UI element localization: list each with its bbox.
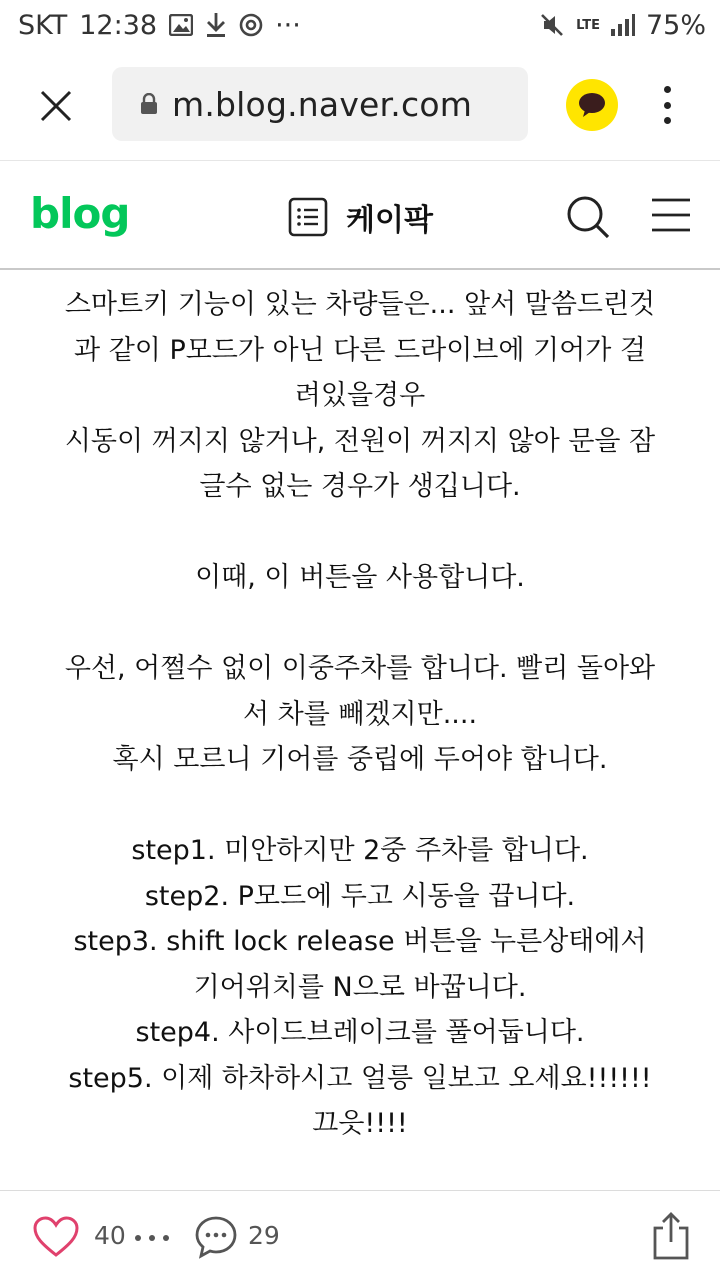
blog-title-area[interactable] xyxy=(288,195,433,239)
close-button[interactable] xyxy=(36,86,76,126)
post-line: 우선, 어쩔수 없이 이중주차를 합니다. 빨리 돌아와 xyxy=(64,653,656,684)
post-line: 끄읏!!!! xyxy=(312,1108,408,1139)
post-action-bar xyxy=(0,1190,720,1280)
post-line: 스마트키 기능이 있는 차량들은... 앞서 말씀드린것 xyxy=(64,289,656,320)
post-line: step1. 미안하지만 2중 주차를 합니다. xyxy=(131,835,589,866)
close-icon xyxy=(36,86,76,126)
post-line: step5. 이제 하차하시고 얼릉 일보고 오세요!!!!!! xyxy=(68,1062,652,1094)
blog-logo[interactable]: blog xyxy=(30,189,130,238)
kakaotalk-icon xyxy=(577,91,607,119)
post-line: step4. 사이드브레이크를 풀어둡니다. xyxy=(135,1017,585,1048)
post-line: 서 차를 빼겠지만.... xyxy=(242,698,478,730)
more-vertical-icon[interactable] xyxy=(655,80,679,130)
search-button[interactable] xyxy=(566,195,610,239)
paragraph-spacer xyxy=(20,510,700,556)
status-left xyxy=(18,10,301,41)
url-text[interactable]: m.blog.naver.com xyxy=(172,84,473,124)
blog-header xyxy=(0,160,720,270)
network-type: LTE xyxy=(576,17,600,33)
signal-icon xyxy=(610,13,636,37)
comment-count: 29 xyxy=(248,1221,280,1250)
share-icon xyxy=(652,1211,690,1261)
comment-button[interactable] xyxy=(194,1215,238,1259)
overflow-dots: ··· xyxy=(275,9,301,41)
post-line: 과 같이 P모드가 아닌 다른 드라이브에 기어가 걸 xyxy=(74,334,646,366)
clock: 12:38 xyxy=(79,9,158,41)
carrier-label: SKT xyxy=(18,9,68,41)
paragraph-spacer xyxy=(20,783,700,829)
hamburger-menu-button[interactable] xyxy=(652,197,690,233)
post-line: 려있을경우 xyxy=(294,380,426,411)
battery-level: 75% xyxy=(645,9,706,41)
lock-icon xyxy=(140,93,158,115)
browser-toolbar xyxy=(0,50,720,160)
blog-name[interactable]: 케이팍 xyxy=(346,203,433,238)
status-bar xyxy=(0,0,720,50)
more-horizontal-icon[interactable] xyxy=(135,1235,169,1243)
list-icon xyxy=(288,197,328,237)
post-body xyxy=(20,282,700,1147)
like-count: 40 xyxy=(94,1221,126,1250)
address-bar[interactable] xyxy=(112,67,528,141)
post-line: 이때, 이 버튼을 사용합니다. xyxy=(195,562,525,593)
comment-icon xyxy=(194,1215,238,1259)
status-right xyxy=(538,10,706,41)
post-line: 글수 없는 경우가 생깁니다. xyxy=(199,471,521,502)
kakaotalk-share-button[interactable] xyxy=(566,79,618,131)
hamburger-menu-icon xyxy=(652,197,690,233)
gallery-icon xyxy=(169,14,193,36)
paragraph-spacer xyxy=(20,601,700,647)
post-line: 기어위치를 N으로 바꿉니다. xyxy=(193,971,527,1003)
share-button[interactable] xyxy=(652,1211,690,1261)
post-line: 혹시 모르니 기어를 중립에 두어야 합니다. xyxy=(112,744,608,775)
download-icon xyxy=(205,12,227,38)
mute-icon xyxy=(538,11,566,39)
heart-icon xyxy=(32,1215,80,1259)
post-line: 시동이 꺼지지 않거나, 전원이 꺼지지 않아 문을 잠 xyxy=(64,425,656,457)
chrome-icon xyxy=(239,13,263,37)
like-button[interactable] xyxy=(32,1215,80,1259)
post-line: step3. shift lock release 버튼을 누른상태에서 xyxy=(73,926,647,957)
post-line: step2. P모드에 두고 시동을 끕니다. xyxy=(144,880,576,912)
search-icon xyxy=(566,195,610,239)
